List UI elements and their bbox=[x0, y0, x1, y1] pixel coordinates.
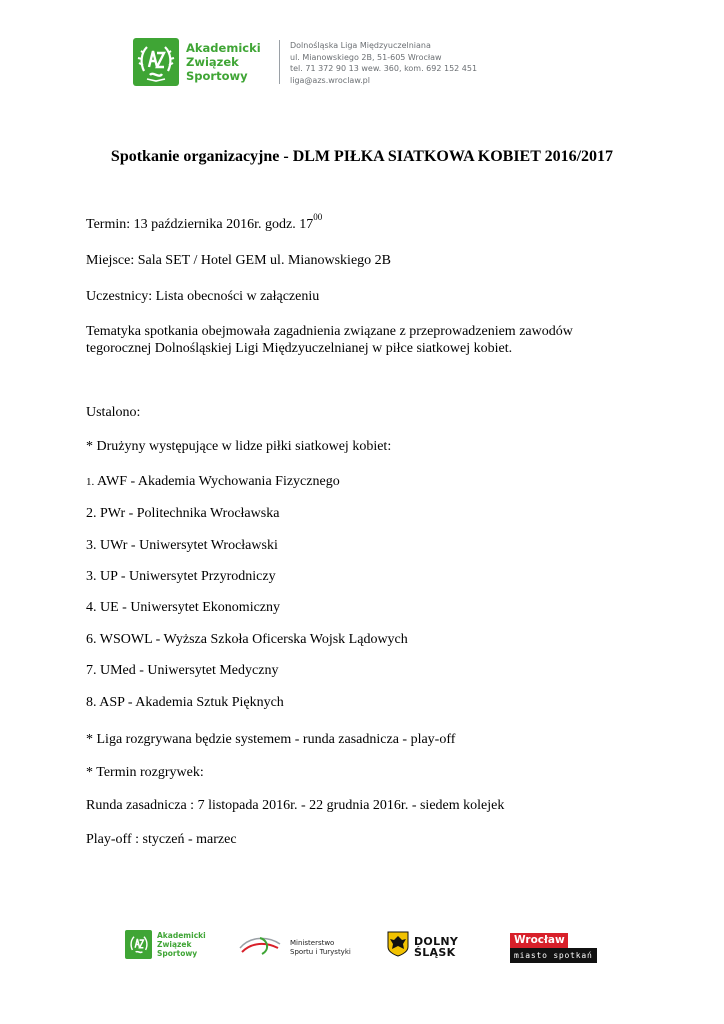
meeting-topic-line-2: tegorocznej Dolnośląskiej Ligi Międzyuczelnianej w piłce siatkowej kobiet. bbox=[86, 341, 513, 356]
meeting-date bbox=[86, 212, 323, 233]
footer-dolny-slask-logo bbox=[387, 931, 458, 962]
team-number: 2. bbox=[86, 506, 97, 521]
schedule-heading: * Termin rozgrywek: bbox=[86, 765, 204, 780]
document-title: Spotkanie organizacyjne - DLM PIŁKA SIATKOWA KOBIET 2016/2017 bbox=[110, 148, 614, 165]
meeting-place: Miejsce: Sala SET / Hotel GEM ul. Mianowskiego 2B bbox=[86, 253, 391, 268]
team-number: 8. bbox=[86, 695, 97, 710]
header-divider bbox=[279, 40, 280, 84]
footer-wroclaw-logo bbox=[510, 933, 597, 963]
team-name: AWF - Akademia Wychowania Fizycznego bbox=[96, 474, 340, 489]
team-name: WSOWL - Wyższa Szkoła Oficerska Wojsk Lądowych bbox=[99, 632, 408, 647]
eagle-crest-icon bbox=[387, 931, 409, 962]
team-item bbox=[86, 473, 340, 491]
ministry-line: Sportu i Turystyki bbox=[290, 947, 351, 956]
teams-heading: * Drużyny występujące w lidze piłki siatkowej kobiet: bbox=[86, 439, 392, 454]
org-address: ul. Mianowskiego 2B, 51-605 Wrocław bbox=[290, 52, 442, 62]
footer-ministry-logo bbox=[238, 932, 351, 963]
azs-logo-line: Akademicki bbox=[186, 41, 261, 55]
team-name: ASP - Akademia Sztuk Pięknych bbox=[99, 695, 284, 710]
azs-emblem-icon bbox=[133, 38, 179, 86]
footer-azs-line: Sportowy bbox=[157, 949, 198, 958]
team-number: 3. bbox=[86, 569, 97, 584]
team-item bbox=[86, 694, 284, 711]
team-name: UWr - Uniwersytet Wrocławski bbox=[100, 538, 278, 553]
header-contact-info bbox=[290, 40, 477, 86]
team-name: UP - Uniwersytet Przyrodniczy bbox=[100, 569, 276, 584]
footer-azs-line: Związek bbox=[157, 940, 192, 949]
dolny-slask-text bbox=[414, 936, 458, 958]
azs-emblem-icon bbox=[125, 930, 152, 959]
meeting-topic-line-1: Tematyka spotkania obejmowała zagadnienia związane z przeprowadzeniem zawodów bbox=[86, 324, 573, 339]
azs-logo-line: Związek bbox=[186, 55, 239, 69]
ministry-line: Ministerstwo bbox=[290, 938, 335, 947]
azs-logo-line: Sportowy bbox=[186, 69, 248, 83]
meeting-participants: Uczestnicy: Lista obecności w załączeniu bbox=[86, 289, 320, 304]
ministry-text bbox=[290, 939, 351, 957]
established-heading: Ustalono: bbox=[86, 405, 141, 420]
meeting-date-text: Termin: 13 października 2016r. godz. 17 bbox=[86, 217, 314, 232]
meeting-time-minutes: 00 bbox=[313, 212, 323, 223]
team-item bbox=[86, 537, 278, 554]
team-number: 3. bbox=[86, 538, 97, 553]
footer-azs-text bbox=[157, 931, 206, 958]
team-item bbox=[86, 599, 280, 616]
team-number: 1. bbox=[86, 476, 95, 488]
team-name: UMed - Uniwersytet Medyczny bbox=[100, 663, 279, 678]
team-name: UE - Uniwersytet Ekonomiczny bbox=[100, 600, 281, 615]
team-item bbox=[86, 631, 408, 648]
team-number: 4. bbox=[86, 600, 97, 615]
azs-logo bbox=[133, 38, 261, 86]
org-email: liga@azs.wroclaw.pl bbox=[290, 75, 370, 85]
team-number: 6. bbox=[86, 632, 97, 647]
ministry-swoosh-icon bbox=[238, 932, 282, 963]
team-item bbox=[86, 662, 278, 679]
azs-logo-text bbox=[186, 41, 261, 83]
team-number: 7. bbox=[86, 663, 97, 678]
org-phone: tel. 71 372 90 13 wew. 360, kom. 692 152 451 bbox=[290, 64, 478, 73]
footer-azs-logo bbox=[125, 930, 206, 959]
regular-season: Runda zasadnicza : 7 listopada 2016r. - 22 grudnia 2016r. - siedem kolejek bbox=[86, 798, 505, 813]
dolny-line: DOLNY bbox=[414, 934, 459, 948]
league-system: * Liga rozgrywana będzie systemem - runda zasadnicza - play-off bbox=[86, 732, 456, 747]
wroclaw-slogan: miasto spotkań bbox=[510, 948, 597, 963]
org-name: Dolnośląska Liga Międzyuczelniana bbox=[290, 41, 431, 50]
playoff-period: Play-off : styczeń - marzec bbox=[86, 832, 237, 847]
wroclaw-label: Wrocław bbox=[510, 933, 568, 948]
team-name: PWr - Politechnika Wrocławska bbox=[100, 506, 280, 521]
team-item bbox=[86, 505, 279, 522]
dolny-line: ŚLĄSK bbox=[414, 945, 456, 959]
team-item bbox=[86, 568, 276, 585]
footer-azs-line: Akademicki bbox=[157, 931, 206, 940]
